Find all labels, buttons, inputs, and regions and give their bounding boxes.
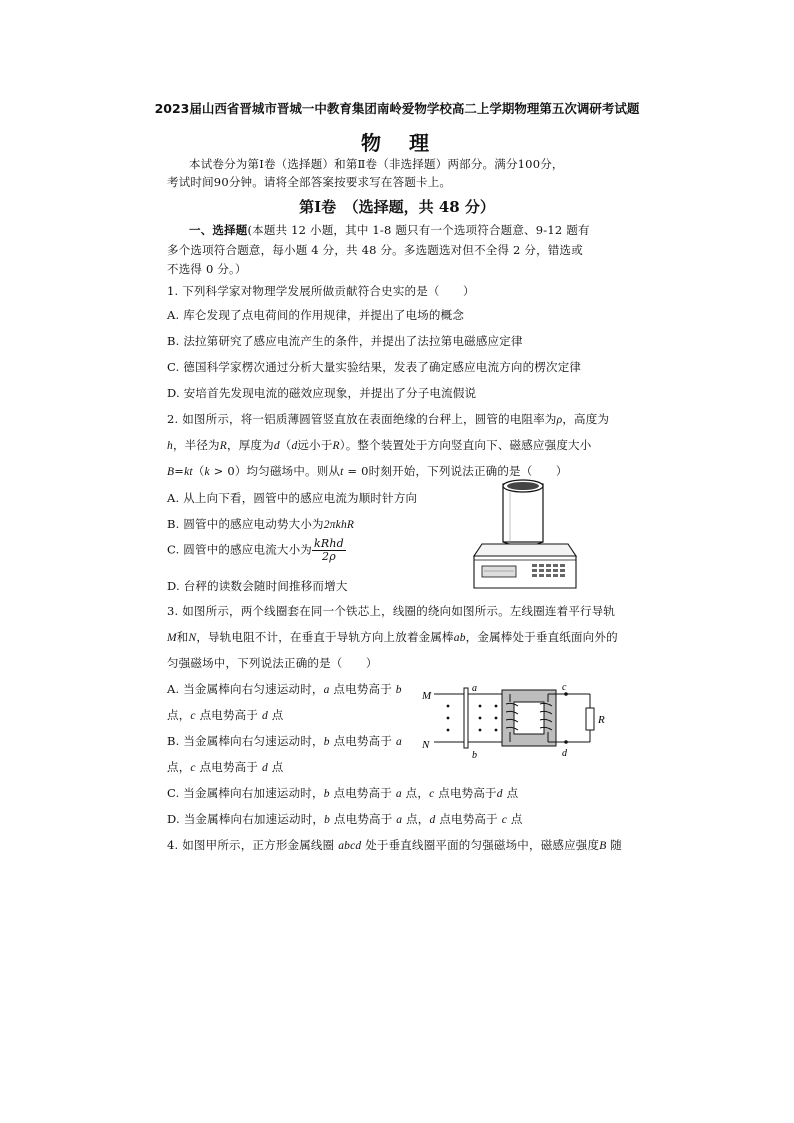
q3-text: A. 当金属棒向右匀速运动时， xyxy=(167,682,324,696)
q2-text: = xyxy=(174,464,185,478)
q2-text: = 0时刻开始，下列说法正确的是（ ） xyxy=(343,464,568,478)
tube-scale-figure xyxy=(470,478,580,593)
fraction-numerator: kRhd xyxy=(314,537,344,550)
q4-var: B xyxy=(599,840,607,852)
q3-text: 点电势高于 xyxy=(435,812,502,826)
q2-var: t xyxy=(340,466,344,478)
q3-var: a xyxy=(395,788,402,800)
q3-line-2 xyxy=(167,629,618,645)
q2-text: ，半径为 xyxy=(172,438,220,452)
q3-var: c xyxy=(501,814,507,826)
q2-option-b xyxy=(167,516,354,532)
q3-text: ，导轨电阻不计，在垂直于导轨方向上放着金属棒 xyxy=(196,630,454,644)
q3-text: B. 当金属棒向右匀速运动时， xyxy=(167,734,324,748)
q3-option-d xyxy=(167,811,523,827)
section-line-3: 不选得 0 分。） xyxy=(167,262,247,276)
q2-text: > 0）均匀磁场中。则从 xyxy=(209,464,341,478)
q3-option-c xyxy=(167,785,518,801)
q2-text: ，高度为 xyxy=(562,412,610,426)
q3-var: b xyxy=(324,814,331,826)
label-b: b xyxy=(472,750,477,761)
q4-var: abcd xyxy=(338,840,362,852)
fraction-denominator: 2ρ xyxy=(322,550,336,563)
q3-text: 和 xyxy=(176,630,189,644)
q2-line-3 xyxy=(167,463,568,479)
q3-text: 点 xyxy=(507,812,523,826)
q1-option-c: C. 德国科学家楞次通过分析大量实验结果，发表了确定感应电流方向的楞次定律 xyxy=(167,360,582,374)
q3-var: N xyxy=(188,632,197,644)
subject-title: 物 理 xyxy=(361,131,433,155)
q3-var: d xyxy=(496,788,503,800)
q2-var: h xyxy=(167,440,173,452)
field-dots xyxy=(447,705,498,732)
q4-text: 随 xyxy=(606,838,622,852)
exam-title: 2023届山西省晋城市晋城一中教育集团南岭爱物学校高二上学期物理第五次调研考试题 xyxy=(154,101,640,116)
q3-option-b-line-1 xyxy=(167,733,402,749)
q2-var: d xyxy=(273,440,280,452)
label-N: N xyxy=(422,739,430,751)
label-R: R xyxy=(598,714,605,726)
q2-var: ρ xyxy=(556,414,563,426)
q2-option-d: D. 台秤的读数会随时间推移而增大 xyxy=(167,579,348,593)
section-heading-bold: 一、选择题 xyxy=(189,223,248,237)
q3-var: c xyxy=(429,788,435,800)
section-line-2: 多个选项符合题意，每小题 4 分，共 48 分。多选题选对但不全得 2 分，错选或 xyxy=(167,243,583,257)
q3-var: b xyxy=(395,684,402,696)
q1-option-a: A. 库仑发现了点电荷间的作用规律，并提出了电场的概念 xyxy=(167,308,465,322)
q2-var: R xyxy=(332,440,340,452)
q3-text: 点， xyxy=(402,812,430,826)
label-a: a xyxy=(472,683,477,694)
q2-text: ）。整个装置处于方向竖直向下、磁感应强度大小 xyxy=(339,438,592,452)
q3-text: 点电势高于 xyxy=(195,708,262,722)
section-title: 第Ⅰ卷 （选择题，共 48 分） xyxy=(299,198,495,216)
section-heading-rest: (本题共 12 小题，其中 1-8 题只有一个选项符合题意、9-12 题有 xyxy=(247,223,590,237)
q3-var: a xyxy=(396,814,403,826)
q3-text: 点， xyxy=(167,708,191,722)
label-c: c xyxy=(562,682,567,693)
q2-var: kt xyxy=(184,466,193,478)
q2-text: （ xyxy=(192,464,205,478)
q3-text: 点 xyxy=(267,760,284,774)
q3-line-3: 匀强磁场中，下列说法正确的是（ ） xyxy=(167,656,378,670)
label-M: M xyxy=(422,690,432,702)
q2-var: k xyxy=(204,466,210,478)
q3-line-1: 3. 如图所示，两个线圈套在同一个铁芯上，线圈的绕向如图所示。左线圈连着平行导轨 xyxy=(167,604,616,618)
q3-var: M xyxy=(167,632,177,644)
q4-text: 4. 如图甲所示，正方形金属线圈 xyxy=(167,838,339,852)
q3-text: 点电势高于 xyxy=(195,760,262,774)
q3-text: C. 当金属棒向右加速运动时， xyxy=(167,786,324,800)
intro-line-2: 考试时间90分钟。请将全部答案按要求写在答题卡上。 xyxy=(167,175,452,189)
q2-line-1 xyxy=(167,411,609,427)
q3-var: d xyxy=(261,762,268,774)
q3-var: b xyxy=(323,736,330,748)
q2-option-c xyxy=(167,538,346,563)
q3-text: 点， xyxy=(401,786,430,800)
q1-option-b: B. 法拉第研究了感应电流产生的条件，并提出了法拉第电磁感应定律 xyxy=(167,334,523,348)
q2-text: （ xyxy=(279,438,292,452)
q3-text: 点 xyxy=(267,708,284,722)
coil-circuit-figure xyxy=(420,680,620,762)
q3-var: ab xyxy=(453,632,466,644)
q3-text: 点 xyxy=(502,786,519,800)
q3-text: 点， xyxy=(167,760,191,774)
q1-option-d: D. 安培首先发现电流的磁效应现象，并提出了分子电流假说 xyxy=(167,386,477,400)
q3-text: D. 当金属棒向右加速运动时， xyxy=(167,812,325,826)
label-d: d xyxy=(562,748,567,759)
q3-option-b-line-2 xyxy=(167,759,283,775)
q3-var: c xyxy=(190,762,196,774)
q2-text: 2. 如图所示，将一铝质薄圆管竖直放在表面绝缘的台秤上，圆管的电阻率为 xyxy=(167,412,557,426)
q2-line-2 xyxy=(167,437,591,453)
q4-line-1 xyxy=(167,837,622,853)
q2-option-a: A. 从上向下看，圆管中的感应电流为顺时针方向 xyxy=(167,491,418,505)
q3-option-a-line-2 xyxy=(167,707,283,723)
q2-var: R xyxy=(219,440,227,452)
q2-text: C. 圆管中的感应电流大小为 xyxy=(167,542,312,557)
q3-text: 点电势高于 xyxy=(329,786,396,800)
q4-text: 处于垂直线圈平面的匀强磁场中，磁感应强度 xyxy=(361,838,600,852)
q3-var: a xyxy=(323,684,330,696)
q3-var: d xyxy=(429,814,436,826)
q2-expr: 2πkhR xyxy=(323,519,355,531)
q3-var: c xyxy=(190,710,196,722)
q2-text: B. 圆管中的感应电动势大小为 xyxy=(167,517,324,531)
q3-text: 点电势高于 xyxy=(434,786,497,800)
q2-text: ，厚度为 xyxy=(227,438,274,452)
q3-text: 点电势高于 xyxy=(329,682,396,696)
q2-var: d xyxy=(291,440,298,452)
q3-var: d xyxy=(261,710,268,722)
q2-var: B xyxy=(167,466,175,478)
q3-var: a xyxy=(395,736,402,748)
intro-line-1: 本试卷分为第Ⅰ卷（选择题）和第Ⅱ卷（非选择题）两部分。满分100分， xyxy=(189,157,564,171)
q1-stem: 1. 下列科学家对物理学发展所做贡献符合史实的是（ ） xyxy=(167,284,475,298)
q3-option-a-line-1 xyxy=(167,681,402,697)
q2-fraction xyxy=(312,538,346,563)
q3-text: ，金属棒处于垂直纸面向外的 xyxy=(465,630,618,644)
q3-var: b xyxy=(323,788,330,800)
section-heading xyxy=(189,222,590,238)
q2-text: 远小于 xyxy=(297,438,333,452)
q3-text: 点电势高于 xyxy=(329,734,396,748)
q3-text: 点电势高于 xyxy=(330,812,397,826)
